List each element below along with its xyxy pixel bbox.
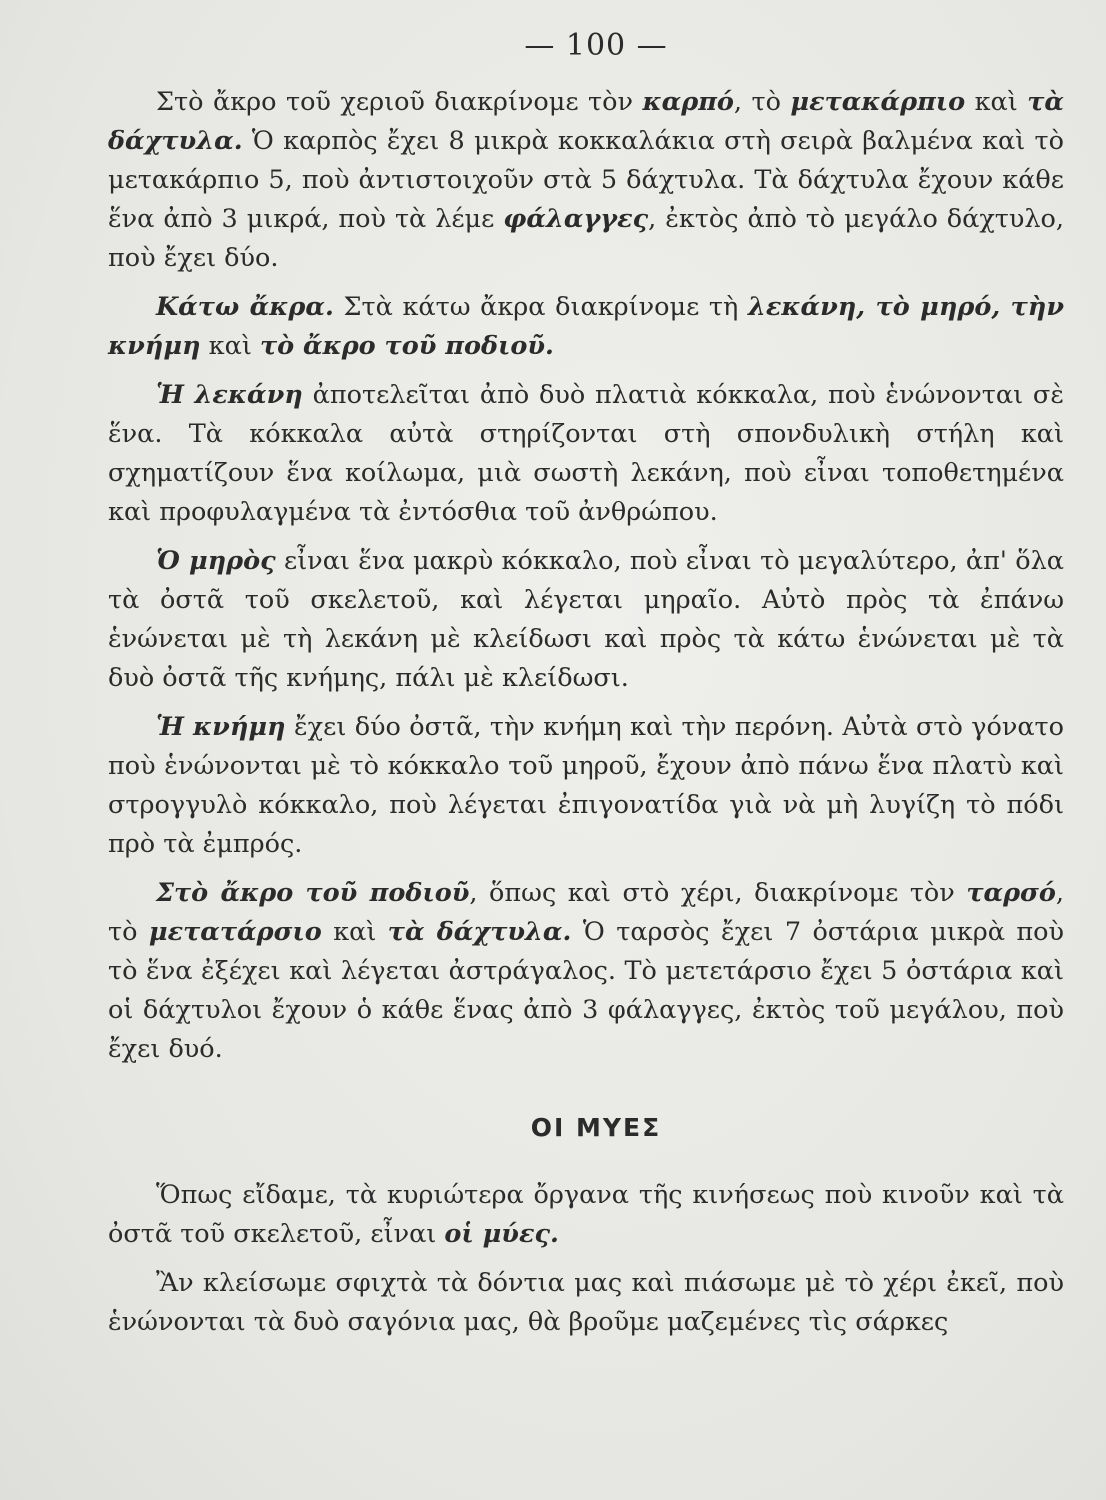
text-body: [108, 83, 1064, 1069]
emphasis-text: μετατάρσιο: [148, 917, 322, 947]
text-body-continued: [108, 1176, 1064, 1342]
body-text: Στὰ κάτω ἄκρα διακρίνομε τὴ: [333, 292, 748, 322]
emphasis-text: τὰ δάχτυλα.: [108, 87, 1064, 156]
body-text: καὶ: [200, 331, 260, 361]
paragraph: [108, 376, 1064, 532]
paragraph: [108, 1264, 1064, 1342]
body-text: , ὅπως καὶ στὸ χέρι, διακρίνομε τὸν: [469, 878, 967, 908]
body-text: Ὁ ταρσὸς ἔχει 7 ὀστάρια μικρὰ ποὺ τὸ ἕνα ἐξέχει καὶ λέγεται ἀστράγαλος. Τὸ μετετάρσιο ἔχει 5 ὀστάρια καὶ οἱ δάχτυλοι ἔχουν ὁ κάθε ἕνας ἀπὸ 3 φάλαγγες, ἐκτὸς τοῦ μεγάλου, ποὺ ἔχει δυό.: [108, 917, 1064, 1064]
section-heading: ΟΙ ΜΥΕΣ: [530, 1113, 662, 1142]
body-text: , τὸ: [733, 87, 791, 117]
emphasis-text: φάλαγγες: [503, 204, 649, 234]
emphasis-text: Ὁ μηρὸς: [156, 546, 276, 576]
body-text: εἶναι ἕνα μακρὺ κόκκαλο, ποὺ εἶναι τὸ μεγαλύτερο, ἀπ' ὅλα τὰ ὀστᾶ τοῦ σκελετοῦ, καὶ λέγεται μηραῖο. Αὐτὸ πρὸς τὰ ἐπάνω ἑνώνεται μὲ τὴ λεκάνη μὲ κλείδωσι καὶ πρὸς τὰ κάτω ἑνώνεται μὲ τὰ δυὸ ὀστᾶ τῆς κνήμης, πάλι μὲ κλείδωσι.: [108, 546, 1064, 693]
emphasis-text: ταρσό: [966, 878, 1056, 908]
emphasis-text: Ἡ λεκάνη: [156, 380, 303, 410]
page-number: — 100 —: [524, 28, 668, 63]
paragraph: [108, 874, 1064, 1069]
paragraph: [108, 288, 1064, 366]
body-text: Ἂν κλείσωμε σφιχτὰ τὰ δόντια μας καὶ πιάσωμε μὲ τὸ χέρι ἐκεῖ, ποὺ ἑνώνονται τὰ δυὸ σαγόνια μας, θὰ βροῦμε μαζεμένες τὶς σάρκες: [108, 1268, 1064, 1337]
body-text: , τὸ: [108, 878, 1064, 947]
body-text: καὶ: [965, 87, 1028, 117]
paragraph: [108, 708, 1064, 864]
body-text: ἀποτελεῖται ἀπὸ δυὸ πλατιὰ κόκκαλα, ποὺ ἑνώνονται σὲ ἕνα. Τὰ κόκκαλα αὐτὰ στηρίζονται στὴ σπονδυλικὴ στήλη καὶ σχηματίζουν ἕνα κοίλωμα, μιὰ σωστὴ λεκάνη, ποὺ εἶναι τοποθετημένα καὶ προφυλαγμένα τὰ ἐντόσθια τοῦ ἀνθρώπου.: [108, 380, 1064, 527]
emphasis-text: καρπό: [642, 87, 734, 117]
paragraph: [108, 83, 1064, 278]
emphasis-text: τὸ ἄκρο τοῦ ποδιοῦ.: [259, 331, 554, 361]
body-text: Στὸ ἄκρο τοῦ χεριοῦ διακρίνομε τὸν: [156, 87, 643, 117]
emphasis-text: Στὸ ἄκρο τοῦ ποδιοῦ: [156, 878, 470, 908]
paragraph: [108, 542, 1064, 698]
body-text: ἔχει δύο ὀστᾶ, τὴν κνήμη καὶ τὴν περόνη. Αὐτὰ στὸ γόνατο ποὺ ἑνώνονται μὲ τὸ κόκκαλο τοῦ μηροῦ, ἔχουν ἀπὸ πάνω ἕνα πλατὺ καὶ στρογγυλὸ κόκκαλο, ποὺ λέγεται ἐπιγονατίδα γιὰ νὰ μὴ λυγίζη τὸ πόδι πρὸ τὰ ἐμπρός.: [108, 712, 1065, 859]
emphasis-text: τὰ δάχτυλα.: [387, 917, 572, 947]
body-text: , ἐκτὸς ἀπὸ τὸ μεγάλο δάχτυλο, ποὺ ἔχει δύο.: [108, 204, 1064, 273]
emphasis-text: μετακάρπιο: [790, 87, 966, 117]
emphasis-text: οἱ μύες.: [444, 1219, 559, 1249]
emphasis-text: Ἡ κνήμη: [156, 712, 286, 742]
body-text: καὶ: [321, 917, 388, 947]
emphasis-text: Κάτω ἄκρα.: [156, 292, 334, 322]
body-text: Ὅπως εἴδαμε, τὰ κυριώτερα ὄργανα τῆς κινήσεως ποὺ κινοῦν καὶ τὰ ὀστᾶ τοῦ σκελετοῦ, εἶναι: [108, 1180, 1064, 1249]
emphasis-text: λεκάνη, τὸ μηρό, τὴν κνήμη: [108, 292, 1065, 361]
body-text: Ὁ καρπὸς ἔχει 8 μικρὰ κοκκαλάκια στὴ σειρὰ βαλμένα καὶ τὸ μετακάρπιο 5, ποὺ ἀντιστοιχοῦν στὰ 5 δάχτυλα. Τὰ δάχτυλα ἔχουν κάθε ἕνα ἀπὸ 3 μικρά, ποὺ τὰ λέμε: [108, 126, 1064, 234]
paragraph: [108, 1176, 1064, 1254]
